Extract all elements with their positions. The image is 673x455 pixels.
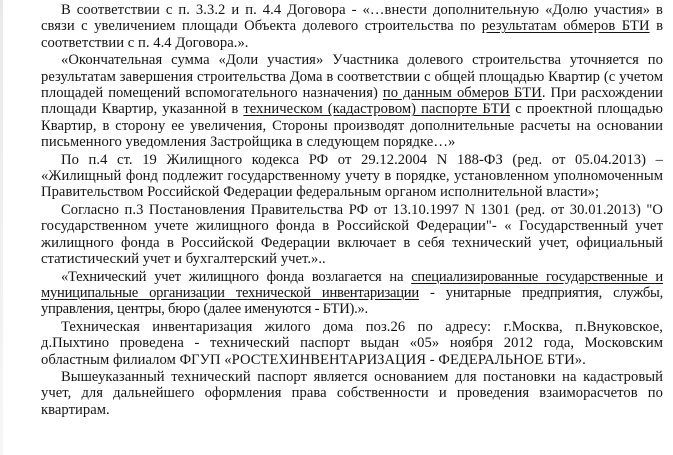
text-run: Техническая инвентаризация жилого дома поз.26 по адресу: г.Москва, п.Внуковское, д.Пыхтино проведена - технический паспорт выдан «05» ноября 2012 года, Московским областным филиалом ФГУП «РОСТЕХИНВЕНТАРИЗАЦИЯ - ФЕДЕРАЛЬНОЕ БТИ». [41,318,663,368]
text-run: с проектной площадью Квартир, в сторону ее увеличения, Стороны производят дополнительные расчеты на основании письменного уведомления Застройщика в следующем порядке…» [41,101,663,151]
underlined-text: по данным обмеров БТИ [382,85,542,102]
paragraph-housing-code [41,152,663,201]
paragraph-government-decree [41,202,663,268]
underlined-text: техническом (кадастровом) паспорте БТИ [243,101,511,118]
text-run: Вышеуказанный технический паспорт является основанием для постановки на кадастровый учет, для дальнейшего оформления права собственности и проведения взаиморасчетов по квартирам. [41,368,663,418]
scan-edge [0,0,3,455]
paragraph-inventory [41,319,663,368]
text-run: В соответствии с п. 3.3.2 и п. 4.4 Договора - «…внести дополнительную «Долю участия» в связи с увеличением площади Объекта долевого строительства по [41,2,663,35]
paragraph-final-sum [41,52,663,150]
underlined-text: результатам обмеров БТИ [481,18,650,35]
underlined-text: специализированные государственные и муниципальные организации технической инвентаризации [41,268,663,301]
text-run: По п.4 ст. 19 Жилищного кодекса РФ от 29.12.2004 N 188-ФЗ (ред. от 05.04.2013) – «Жилищный фонд подлежит государственному учету в порядке, установленном уполномоченным Правительством Российской Федерации федеральным органом исполнительной власти»; [41,151,663,201]
text-run: - унитарные предприятия, службы, управления, центры, бюро (далее именуются - БТИ).». [41,284,664,318]
text-run: Согласно п.3 Постановления Правительства РФ от 13.10.1997 N 1301 (ред. от 30.01.2013) "О государственном учете жилищного фонда в Российской Федерации"- « Государственный учет жилищного фонда в Российской Федерации включает в себя технический учет, официальный статистический учет и бухгалтерский учет.».. [41,201,663,268]
paragraph-contract-clause [41,2,663,51]
text-run: «Технический учет жилищного фонда возлагается на [61,268,412,285]
paragraph-technical-accounting [41,269,663,318]
text-run: . При расхождении площади Квартир, указанной в [41,85,663,118]
paragraph-conclusion [41,369,663,418]
text-run: в соответствии с п. 4.4 Договора.». [41,18,664,51]
text-run: «Окончательная сумма «Доли участия» Участника долевого строительства уточняется по результатам завершения строительства Дома в соответствии с общей площадью Квартир (с учетом площадей помещений вспомогательного назначения) [41,52,663,102]
